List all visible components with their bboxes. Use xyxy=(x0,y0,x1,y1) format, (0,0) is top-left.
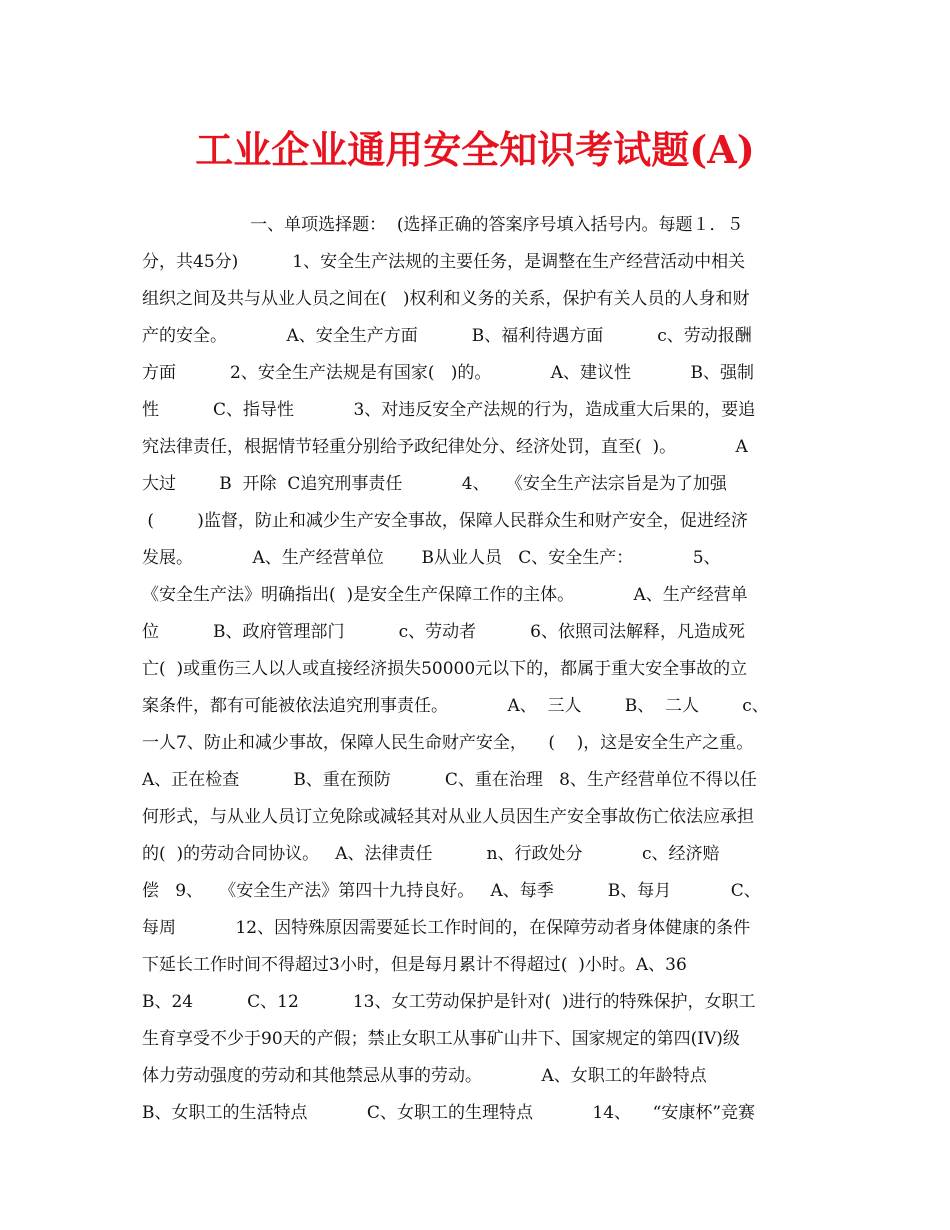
text-line: 方面 2、安全生产法规是有国家( )的。 A、建议性 B、强制 xyxy=(142,363,754,383)
text-line: 组织之间及共与从业人员之间在( )权利和义务的关系，保护有关人员的人身和财 xyxy=(142,289,750,309)
text-line: 偿 9、 《安全生产法》第四十九持良好。 A、每季 B、每月 C、 xyxy=(142,881,761,901)
text-line: 一、单项选择题： (选择正确的答案序号填入括号内。每题１．５ xyxy=(142,215,744,235)
text-line: 生育享受不少于90天的产假；禁止女职工从事矿山井下、国家规定的第四(IV)级 xyxy=(142,1029,740,1049)
exam-body-text xyxy=(142,207,814,1132)
page-title: 工业企业通用安全知识考试题(A) xyxy=(195,127,755,172)
text-line: 何形式，与从业人员订立免除或减轻其对从业人员因生产安全事故伤亡依法应承担 xyxy=(142,807,754,827)
text-line: 的( )的劳动合同协议。 A、法律责任 n、行政处分 c、经济赔 xyxy=(142,844,720,864)
text-line: 分，共45分) 1、安全生产法规的主要任务，是调整在生产经营活动中相关 xyxy=(142,252,746,272)
text-line: 性 C、指导性 3、对违反安全产法规的行为，造成重大后果的，要追 xyxy=(142,400,756,420)
text-line: 体力劳动强度的劳动和其他禁忌从事的劳动。 A、女职工的年龄特点 xyxy=(142,1066,707,1086)
text-line: 案条件，都有可能被依法追究刑事责任。 A、 三人 B、 二人 c、 xyxy=(142,696,769,716)
text-line: B、女职工的生活特点 C、女职工的生理特点 14、 “安康杯”竞赛 xyxy=(142,1103,756,1123)
text-line: 一人7、防止和减少事故，保障人民生命财产安全， ( )，这是安全生产之重。 xyxy=(142,733,754,753)
text-line: ( )监督，防止和减少生产安全事故，保障人民群众生和财产安全，促进经济 xyxy=(142,511,748,531)
text-line: 产的安全。 A、安全生产方面 B、福利待遇方面 c、劳动报酬 xyxy=(142,326,752,346)
text-line: 大过 B 开除 C追究刑事责任 4、 《安全生产法宗旨是为了加强 xyxy=(142,474,727,494)
text-line: 亡( )或重伤三人以人或直接经济损失50000元以下的，都属于重大安全事故的立 xyxy=(142,659,748,679)
text-line: B、24 C、12 13、女工劳动保护是针对( )进行的特殊保护，女职工 xyxy=(142,992,756,1012)
text-line: 发展。 A、生产经营单位 B从业人员 C、安全生产： 5、 xyxy=(142,548,721,568)
text-line: A、正在检查 B、重在预防 C、重在治理 8、生产经营单位不得以任 xyxy=(142,770,757,790)
text-line: 《安全生产法》明确指出( )是安全生产保障工作的主体。 A、生产经营单 xyxy=(142,585,748,605)
text-line: 下延长工作时间不得超过3小时，但是每月累计不得超过( )小时。A、36 xyxy=(142,955,687,975)
text-line: 究法律责任，根据情节轻重分别给予政纪律处分、经济处罚，直至( )。 A xyxy=(142,437,748,457)
text-line: 位 B、政府管理部门 c、劳动者 6、依照司法解释，凡造成死 xyxy=(142,622,745,642)
text-line: 每周 12、因特殊原因需要延长工作时间的，在保障劳动者身体健康的条件 xyxy=(142,918,751,938)
